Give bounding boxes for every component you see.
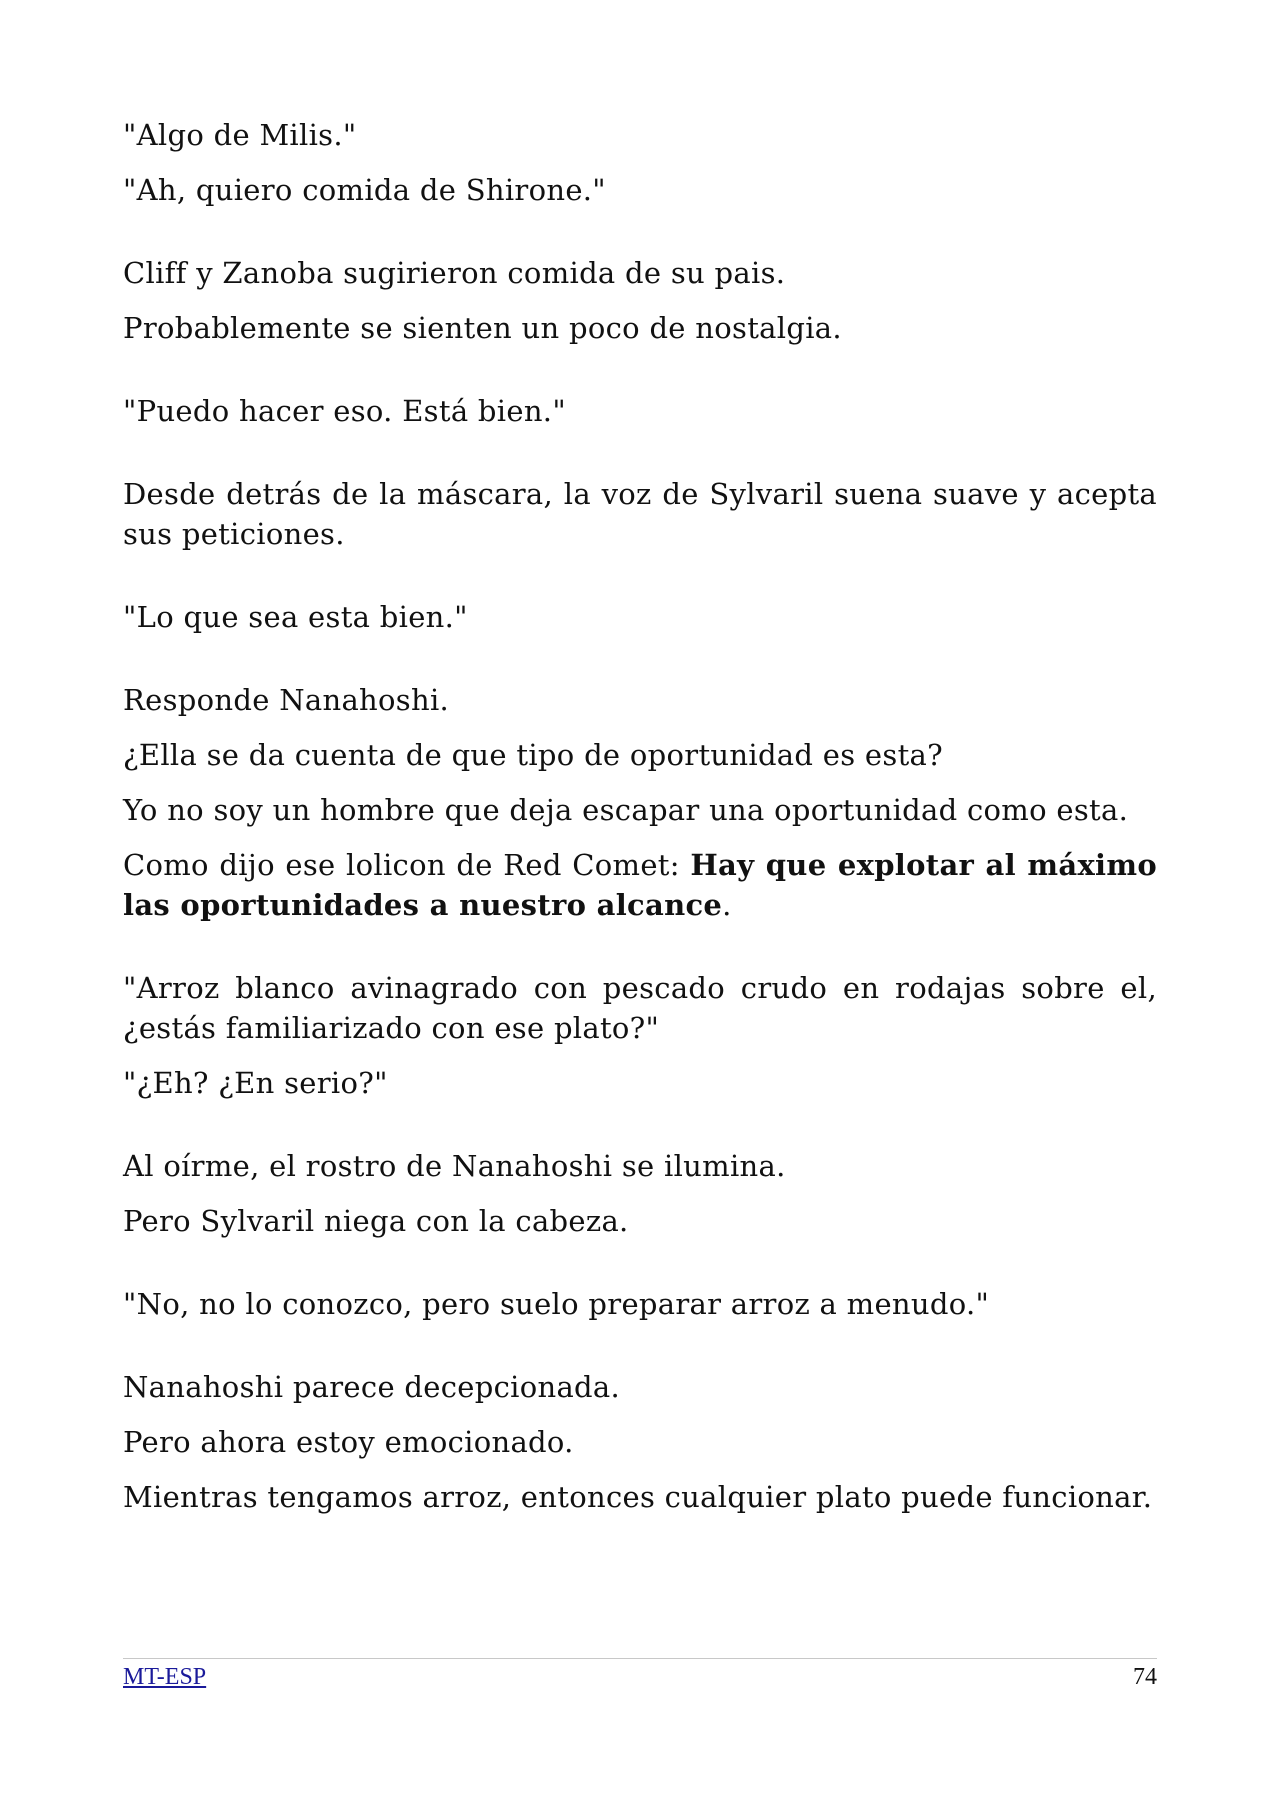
paragraph: ¿Ella se da cuenta de que tipo de oportunidad es esta? (123, 738, 943, 772)
footer-link[interactable]: MT-ESP (123, 1664, 207, 1690)
paragraph: "No, no lo conozco, pero suelo preparar arroz a menudo." (123, 1287, 990, 1321)
paragraph: Responde Nanahoshi. (123, 683, 450, 717)
paragraph: Probablemente se sienten un poco de nostalgia. (123, 311, 842, 345)
paragraph: "Algo de Milis." (123, 118, 357, 152)
paragraph: Nanahoshi parece decepcionada. (123, 1370, 621, 1404)
document-body (123, 115, 1157, 1532)
paragraph: "Lo que sea esta bien." (123, 600, 468, 634)
paragraph: "Ah, quiero comida de Shirone." (123, 173, 606, 207)
page-footer (123, 1662, 1157, 1692)
paragraph: Pero ahora estoy emocionado. (123, 1425, 574, 1459)
emphasized-text: Hay que explotar al máximo las oportunidades a nuestro alcance (123, 848, 1157, 922)
paragraph: "Puedo hacer eso. Está bien." (123, 394, 566, 428)
paragraph-with-emphasis (123, 845, 1157, 925)
footer-divider (123, 1658, 1157, 1659)
paragraph: "¿Eh? ¿En serio?" (123, 1066, 388, 1100)
paragraph: Al oírme, el rostro de Nanahoshi se ilumina. (123, 1149, 786, 1183)
paragraph: Desde detrás de la máscara, la voz de Sylvaril suena suave y acepta sus peticiones. (123, 477, 1157, 551)
paragraph: Mientras tengamos arroz, entonces cualquier plato puede funcionar. (123, 1480, 1153, 1514)
page-number: 74 (1133, 1664, 1157, 1690)
paragraph: Cliff y Zanoba sugirieron comida de su pais. (123, 256, 786, 290)
paragraph: Yo no soy un hombre que deja escapar una oportunidad como esta. (123, 793, 1129, 827)
paragraph-text: . (722, 888, 732, 922)
paragraph: Pero Sylvaril niega con la cabeza. (123, 1204, 629, 1238)
paragraph-text: Como dijo ese lolicon de Red Comet: (123, 848, 691, 882)
paragraph: "Arroz blanco avinagrado con pescado crudo en rodajas sobre el, ¿estás familiarizado con ese plato?" (123, 971, 1157, 1045)
